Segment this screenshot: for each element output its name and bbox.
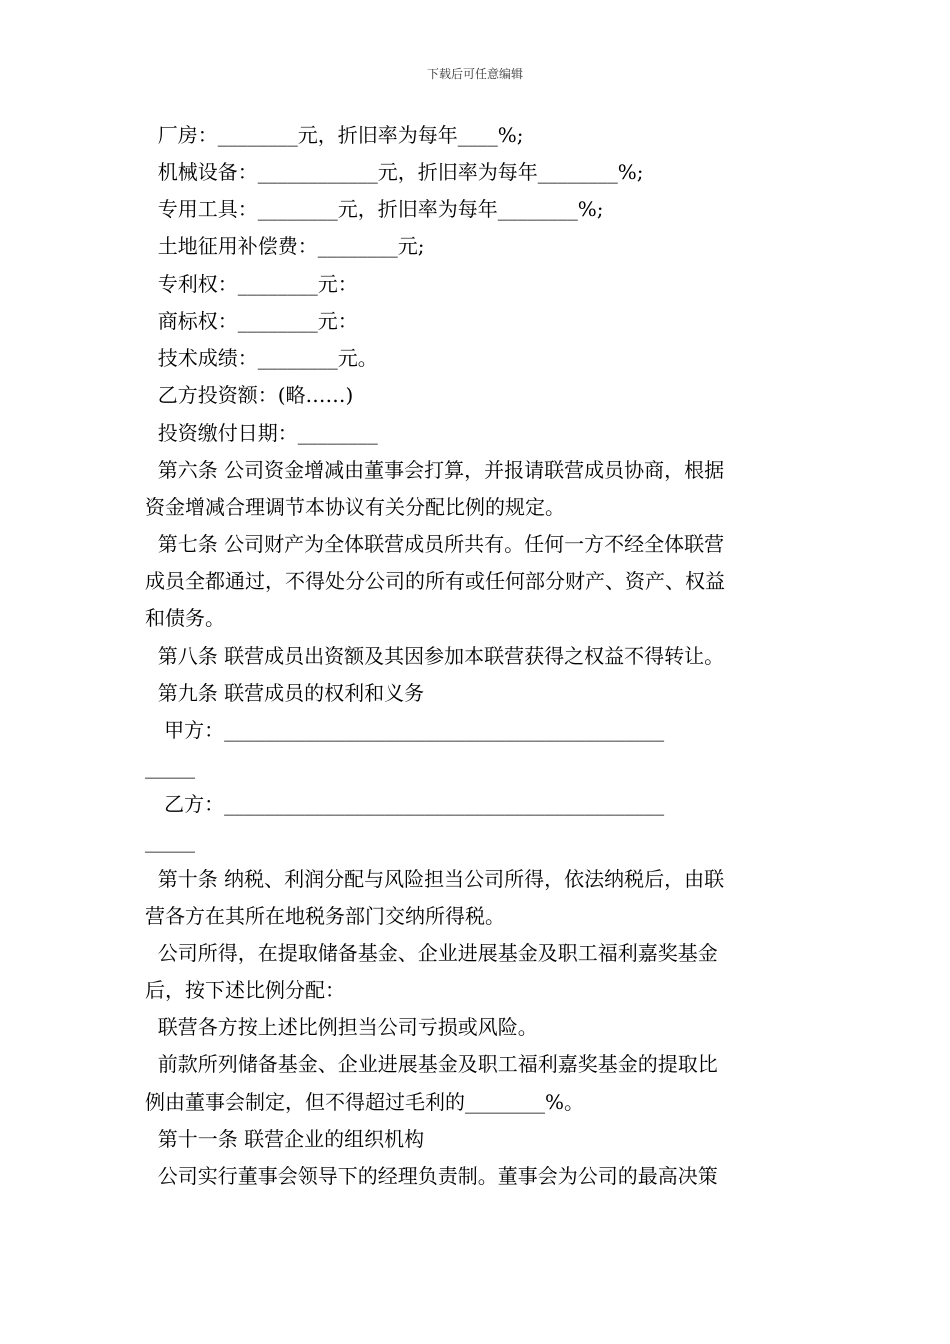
paragraph-line: 例由董事会制定，但不得超过毛利的________%。	[145, 1090, 585, 1114]
paragraph-line: 第九条 联营成员的权利和义务	[145, 681, 425, 705]
line-partyb-invest: 乙方投资额：(略……)	[145, 383, 354, 407]
line-tools: 专用工具：________元，折旧率为每年________%;	[145, 197, 604, 221]
paragraph-line: 前款所列储备基金、企业进展基金及职工福利嘉奖基金的提取比	[145, 1052, 718, 1076]
page-header: 下载后可任意编辑	[426, 67, 523, 81]
line-patent: 专利权：________元：	[145, 272, 358, 296]
line-land: 土地征用补偿费：________元;	[145, 234, 425, 258]
paragraph-line: 第六条 公司资金增减由董事会打算，并报请联营成员协商，根据	[145, 458, 725, 482]
paragraph-line: 公司所得，在提取储备基金、企业进展基金及职工福利嘉奖基金	[145, 941, 718, 965]
paragraph-line: 第七条 公司财产为全体联营成员所共有。任何一方不经全体联营	[145, 532, 725, 556]
line-factory: 厂房：________元，折旧率为每年____%;	[145, 123, 524, 147]
paragraph-line: 营各方在其所在地税务部门交纳所得税。	[145, 904, 505, 928]
paragraph-line: 第十条 纳税、利润分配与风险担当公司所得，依法纳税后，由联	[145, 867, 725, 891]
party-b-line-cont: _____	[145, 829, 195, 853]
paragraph-line: 成员全都通过，不得处分公司的所有或任何部分财产、资产、权益	[145, 569, 725, 593]
paragraph-line: 资金增减合理调节本协议有关分配比例的规定。	[145, 495, 565, 519]
paragraph-line: 后，按下述比例分配：	[145, 978, 345, 1002]
paragraph-line: 第八条 联营成员出资额及其因参加本联营获得之权益不得转让。	[145, 644, 725, 668]
line-tech: 技术成绩：________元。	[145, 346, 378, 370]
paragraph-line: 第十一条 联营企业的组织机构	[145, 1127, 425, 1151]
line-invest-date: 投资缴付日期：________	[145, 421, 378, 445]
line-trademark: 商标权：________元：	[145, 309, 358, 333]
paragraph-line: 联营各方按上述比例担当公司亏损或风险。	[145, 1015, 538, 1039]
paragraph-line: 公司实行董事会领导下的经理负责制。董事会为公司的最高决策	[145, 1164, 718, 1188]
party-b-line: 乙方：____________________________________________	[145, 792, 665, 816]
paragraph-line: 和债务。	[145, 606, 225, 630]
party-a-line-cont: _____	[145, 755, 195, 779]
party-a-line: 甲方：____________________________________________	[145, 718, 665, 742]
line-machinery: 机械设备：____________元，折旧率为每年________%;	[145, 160, 644, 184]
